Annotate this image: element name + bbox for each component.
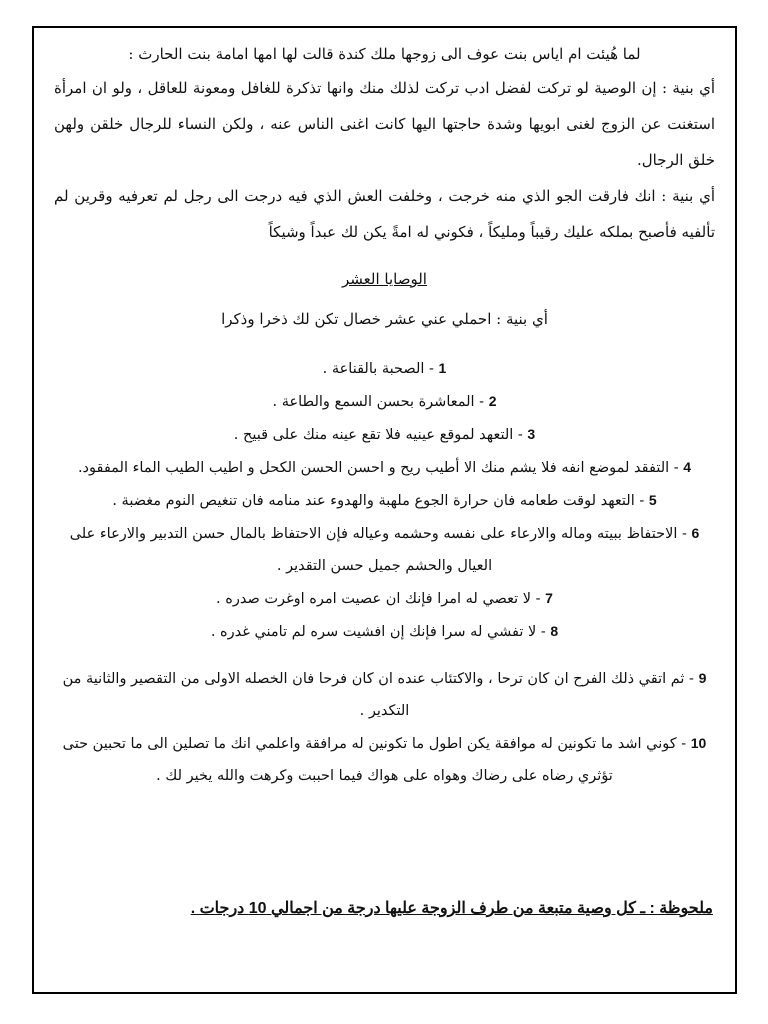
item-number: 1	[438, 360, 447, 376]
advice-list	[54, 352, 715, 792]
item-number: 9	[698, 670, 707, 686]
list-item	[54, 517, 715, 582]
list-item	[54, 582, 715, 615]
intro-paragraph-1: أي بنية : إن الوصية لو تركت لفضل ادب تركت لذلك منك وانها تذكرة للغافل ومعونة للعاقل ، ولو ان امرأة استغنت عن الزوج لغنى ابويها وشدة حاجتها اليها كانت اغنى الناس عنه ، ولكن النساء للرجال خلقن ولهن خلق الرجال.	[54, 79, 715, 169]
list-item	[54, 451, 715, 484]
item-text: - كوني اشد ما تكونين له موافقة يكن اطول ما تكونين له مرافقة واعلمي انك ما تصلين الى ما تحبين حتى تؤثري رضاه على رضاك وهواه على هواك فيما احببت وكرهت والله يخير لك .	[62, 736, 687, 784]
item-number: 2	[488, 393, 497, 409]
section-title-text: الوصايا العشر	[342, 270, 427, 288]
item-text: - المعاشرة بحسن السمع والطاعة .	[272, 394, 485, 410]
list-item	[54, 615, 715, 648]
section-title	[54, 264, 715, 294]
item-text: - التفقد لموضع انفه فلا يشم منك الا أطيب ريح و احسن الحسن الكحل و اطيب الطيب الماء المفقود.	[77, 460, 679, 476]
list-item	[54, 727, 715, 792]
list-item	[54, 352, 715, 385]
item-text: - التعهد لموقع عينيه فلا تقع عينه منك على قبيح .	[233, 427, 523, 443]
item-number: 4	[683, 459, 692, 475]
list-item	[54, 484, 715, 517]
item-number: 3	[527, 426, 536, 442]
item-text: - لا تعصي له امرا فإنك ان عصيت امره اوغرت صدره .	[216, 591, 541, 607]
item-text: - الصحبة بالقناعة .	[322, 361, 434, 377]
item-number: 7	[545, 590, 553, 606]
list-item	[54, 418, 715, 451]
item-text: - ثم اتقي ذلك الفرح ان كان ترحا ، والاكتئاب عنده ان كان فرحا فان الخصله الاولى من التقصير والثانية من التكدير .	[62, 671, 694, 719]
list-item	[54, 385, 715, 418]
section-lead: أي بنية : احملي عني عشر خصال تكن لك ذخرا وذكرا	[221, 310, 548, 328]
item-number: 8	[550, 623, 559, 639]
document-page	[32, 26, 737, 994]
intro-heading-line: لما هُيئت ام اياس بنت عوف الى زوجها ملك كندة قالت لها امها امامة بنت الحارث :	[128, 45, 641, 63]
item-number: 10	[690, 735, 707, 751]
item-text: - التعهد لوقت طعامه فان حرارة الجوع ملهبة والهدوء عند منامه فان تنغيص النوم مغضبة .	[112, 493, 645, 509]
footer-note: ملحوظة : ـ كل وصية متبعة من طرف الزوجة عليها درجة من اجمالي 10 درجات .	[190, 900, 713, 917]
list-item	[54, 662, 715, 727]
item-text: - لا تفشي له سرا فإنك إن افشيت سره لم تامني غدره .	[210, 624, 546, 640]
item-number: 5	[648, 492, 657, 508]
item-text: - الاحتفاظ ببيته وماله والارعاء على نفسه وحشمه وعياله فإن الاحتفاظ بالمال حسن التدبير والارعاء على العيال والحشم جميل حسن التقدير .	[69, 526, 687, 574]
intro-paragraph-2: أي بنية : انك فارقت الجو الذي منه خرجت ، وخلفت العش الذي فيه درجت الى رجل لم تعرفيه وقرين لم تألفيه فأصبح بملكه عليك رقيباً ومليكاً ، فكوني له امةً يكن لك عبداً وشيكاً	[54, 187, 715, 241]
item-number: 6	[691, 525, 700, 541]
